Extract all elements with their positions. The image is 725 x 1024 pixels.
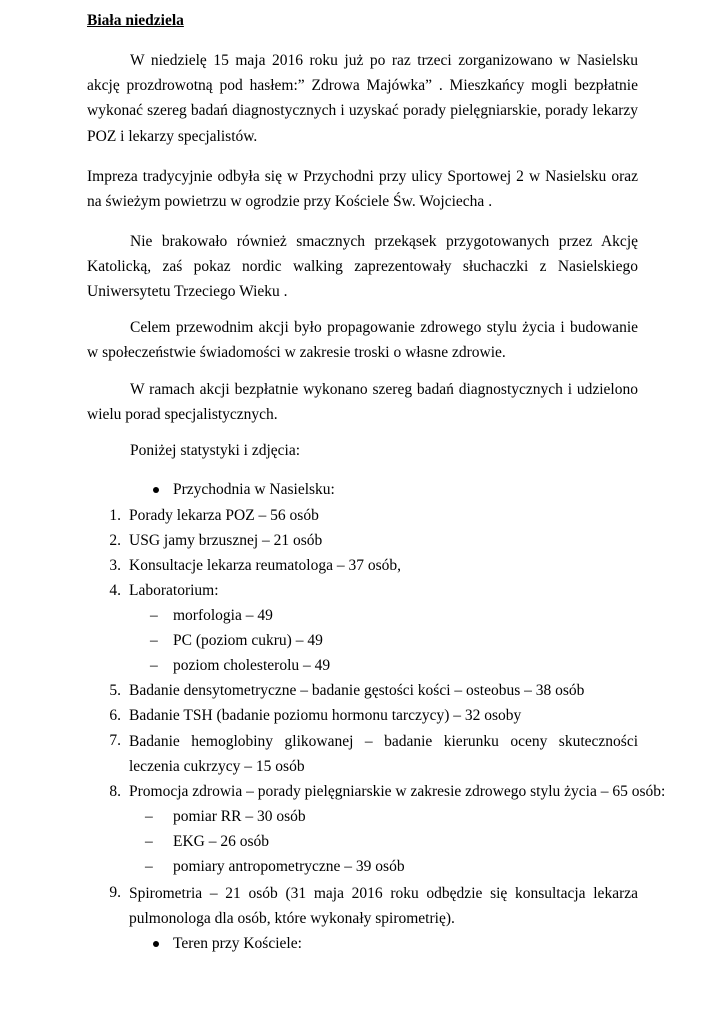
item-number: 4. bbox=[109, 582, 121, 599]
item-number: 8. bbox=[109, 783, 121, 800]
list-item: Promocja zdrowia – porady pielęgniarskie w zakresie zdrowego stylu życia – 65 osób: bbox=[129, 783, 666, 800]
list-item: Badanie densytometryczne – badanie gęstości kości – osteobus – 38 osób bbox=[129, 682, 585, 699]
sub-item: pomiary antropometryczne – 39 osób bbox=[173, 858, 405, 875]
dash-marker: – bbox=[145, 833, 153, 850]
dash-marker: – bbox=[150, 657, 158, 674]
paragraph-goal: Celem przewodnim akcji było propagowanie zdrowego stylu życia i budowanie w społeczeństwie świadomości w zakresie troski o własne zdrowie. bbox=[87, 319, 638, 362]
bullet-icon bbox=[153, 487, 159, 493]
bullet-clinic: Przychodnia w Nasielsku: bbox=[173, 481, 335, 498]
sub-item: poziom cholesterolu – 49 bbox=[173, 657, 331, 674]
list-item: Laboratorium: bbox=[129, 582, 219, 599]
sub-item: pomiar RR – 30 osób bbox=[173, 808, 306, 825]
item-number: 9. bbox=[109, 884, 121, 901]
item-number: 5. bbox=[109, 682, 121, 699]
paragraph-snacks: Nie brakowało również smacznych przekąsek przygotowanych przez Akcję Katolicką, zaś pokaz nordic walking zaprezentowały słuchaczki z Nasielskiego Uniwersytetu Trzeciego Wieku . bbox=[87, 233, 638, 301]
paragraph-actions: W ramach akcji bezpłatnie wykonano szereg badań diagnostycznych i udzielono wielu porad specjalistycznych. bbox=[87, 381, 638, 424]
dash-marker: – bbox=[150, 607, 158, 624]
paragraph-intro: W niedzielę 15 maja 2016 roku już po raz trzeci zorganizowano w Nasielsku akcję prozdrowotną pod hasłem:” Zdrowa Majówka” . Mieszkańcy mogli bezpłatnie wykonać szereg badań diagnostycznych i uzyskać porady pielęgniarskie, porady lekarzy POZ i lekarzy specjalistów. bbox=[87, 52, 638, 145]
item-number: 6. bbox=[109, 707, 121, 724]
dash-marker: – bbox=[150, 632, 158, 649]
item-number: 1. bbox=[109, 507, 121, 524]
item-number: 7. bbox=[109, 732, 121, 749]
paragraph-location: Impreza tradycyjnie odbyła się w Przychodni przy ulicy Sportowej 2 w Nasielsku oraz na świeżym powietrzu w ogrodzie przy Kościele Św. Wojciecha . bbox=[87, 168, 638, 211]
sub-item: PC (poziom cukru) – 49 bbox=[173, 632, 323, 649]
list-item: Porady lekarza POZ – 56 osób bbox=[129, 507, 319, 524]
list-item: USG jamy brzusznej – 21 osób bbox=[129, 532, 323, 549]
dash-marker: – bbox=[145, 808, 153, 825]
item-number: 2. bbox=[109, 532, 121, 549]
item-number: 3. bbox=[109, 557, 121, 574]
document-title: Biała niedziela bbox=[87, 12, 184, 29]
dash-marker: – bbox=[145, 858, 153, 875]
sub-item: morfologia – 49 bbox=[173, 607, 273, 624]
sub-item: EKG – 26 osób bbox=[173, 833, 270, 850]
paragraph-stats-intro: Poniżej statystyki i zdjęcia: bbox=[130, 442, 301, 459]
list-item: Badanie TSH (badanie poziomu hormonu tarczycy) – 32 osoby bbox=[129, 707, 522, 724]
list-item: Konsultacje lekarza reumatologa – 37 osób, bbox=[129, 557, 402, 574]
bullet-church: Teren przy Kościele: bbox=[173, 935, 302, 952]
list-item: Spirometria – 21 osób (31 maja 2016 roku odbędzie się konsultacja lekarza pulmonologa dla osób, które wykonały spirometrię). bbox=[129, 885, 638, 928]
list-item: Badanie hemoglobiny glikowanej – badanie kierunku oceny skuteczności leczenia cukrzycy – 15 osób bbox=[129, 733, 638, 776]
bullet-icon bbox=[153, 941, 159, 947]
